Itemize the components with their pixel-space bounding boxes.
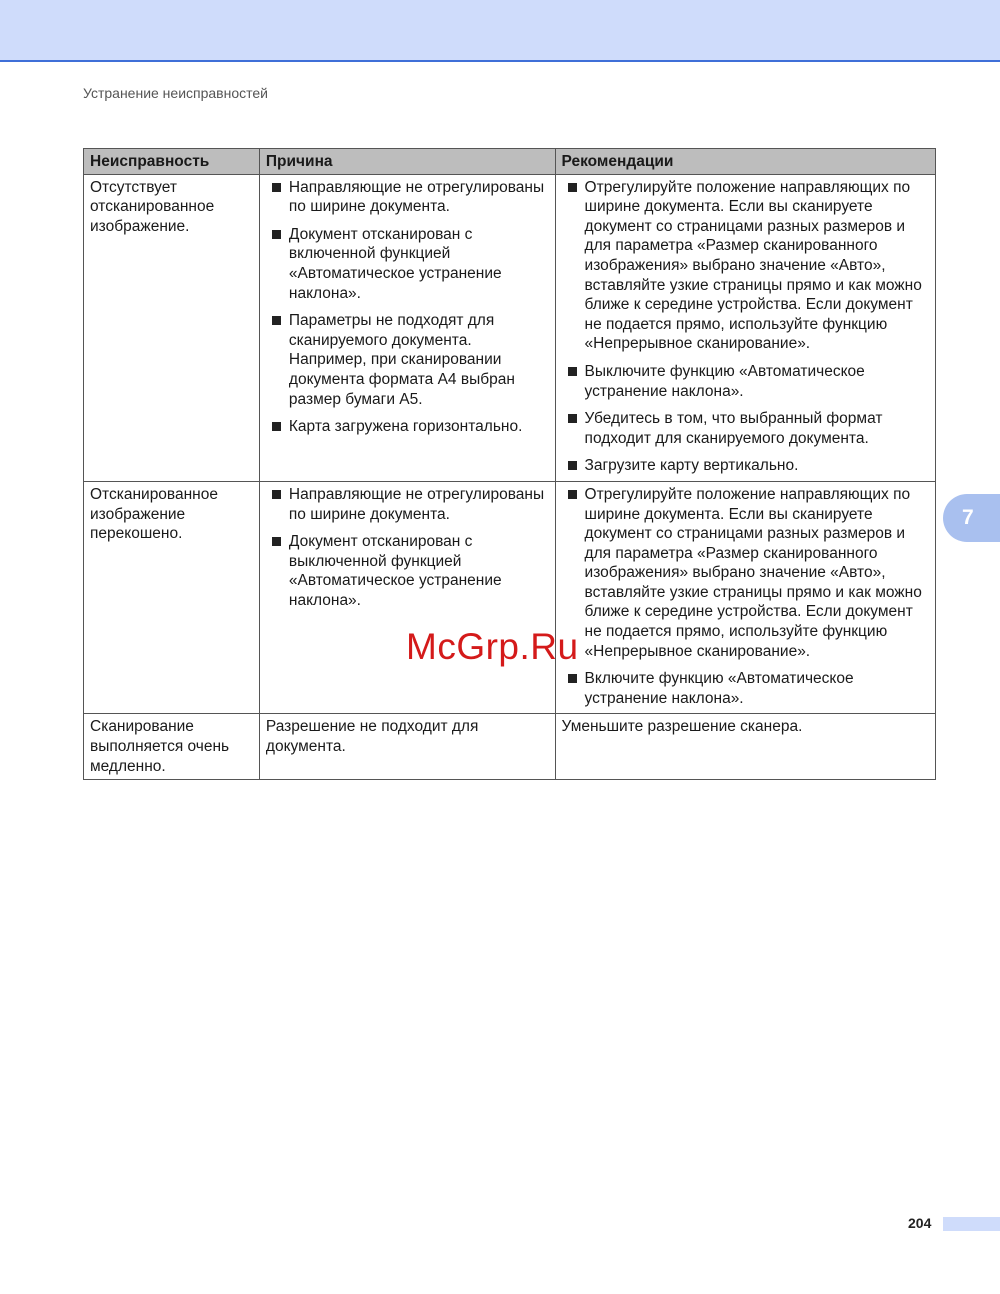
recommendation-item: Загрузите карту вертикально. [562,456,929,476]
troubleshooting-table [83,148,936,780]
recommendation-list [562,178,929,476]
recommendation-item: Убедитесь в том, что выбранный формат подходит для сканируемого документа. [562,409,929,448]
problem-cell: Сканирование выполняется очень медленно. [84,714,260,780]
cause-item: Параметры не подходят для сканируемого документа. Например, при сканировании документа формата A4 выбран размер бумаги A5. [266,311,549,409]
recommendation-item: Отрегулируйте положение направляющих по ширине документа. Если вы сканируете документ со страницами разных размеров и для параметра «Размер сканированного изображения» выбрано значение «Авто», вставляйте узкие страницы прямо и как можно ближе к середине устройства. Если документ не подается прямо, используйте функцию «Непрерывное сканирование». [562,485,929,661]
cause-cell [259,481,555,714]
recommendation-list [562,485,929,709]
table-header-row [84,149,936,175]
recommendation-cell: Уменьшите разрешение сканера. [555,714,935,780]
cause-list [266,178,549,437]
cause-item: Документ отсканирован с включенной функцией «Автоматическое устранение наклона». [266,225,549,303]
page-number: 204 [908,1215,932,1231]
running-head: Устранение неисправностей [83,85,268,101]
chapter-tab: 7 [943,494,1000,542]
recommendation-cell [555,481,935,714]
recommendation-item: Отрегулируйте положение направляющих по ширине документа. Если вы сканируете документ со страницами разных размеров и для параметра «Размер сканированного изображения» выбрано значение «Авто», вставляйте узкие страницы прямо и как можно ближе к середине устройства. Если документ не подается прямо, используйте функцию «Непрерывное сканирование». [562,178,929,354]
cause-item: Документ отсканирован с выключенной функцией «Автоматическое устранение наклона». [266,532,549,610]
page-number-bar [943,1217,1000,1231]
cause-list [266,485,549,611]
header-band [0,0,1000,62]
cause-item: Направляющие не отрегулированы по ширине документа. [266,485,549,524]
cause-item: Карта загружена горизонтально. [266,417,549,437]
problem-cell: Отсканированное изображение перекошено. [84,481,260,714]
cause-item: Направляющие не отрегулированы по ширине документа. [266,178,549,217]
cause-cell [259,174,555,481]
problem-cell: Отсутствует отсканированное изображение. [84,174,260,481]
table-row [84,174,936,481]
column-header-cause: Причина [259,149,555,175]
recommendation-item: Включите функцию «Автоматическое устранение наклона». [562,669,929,708]
table-row [84,481,936,714]
recommendation-cell [555,174,935,481]
column-header-recommendations: Рекомендации [555,149,935,175]
table-row [84,714,936,780]
cause-cell: Разрешение не подходит для документа. [259,714,555,780]
recommendation-item: Выключите функцию «Автоматическое устранение наклона». [562,362,929,401]
column-header-problem: Неисправность [84,149,260,175]
watermark: McGrp.Ru [406,626,579,667]
